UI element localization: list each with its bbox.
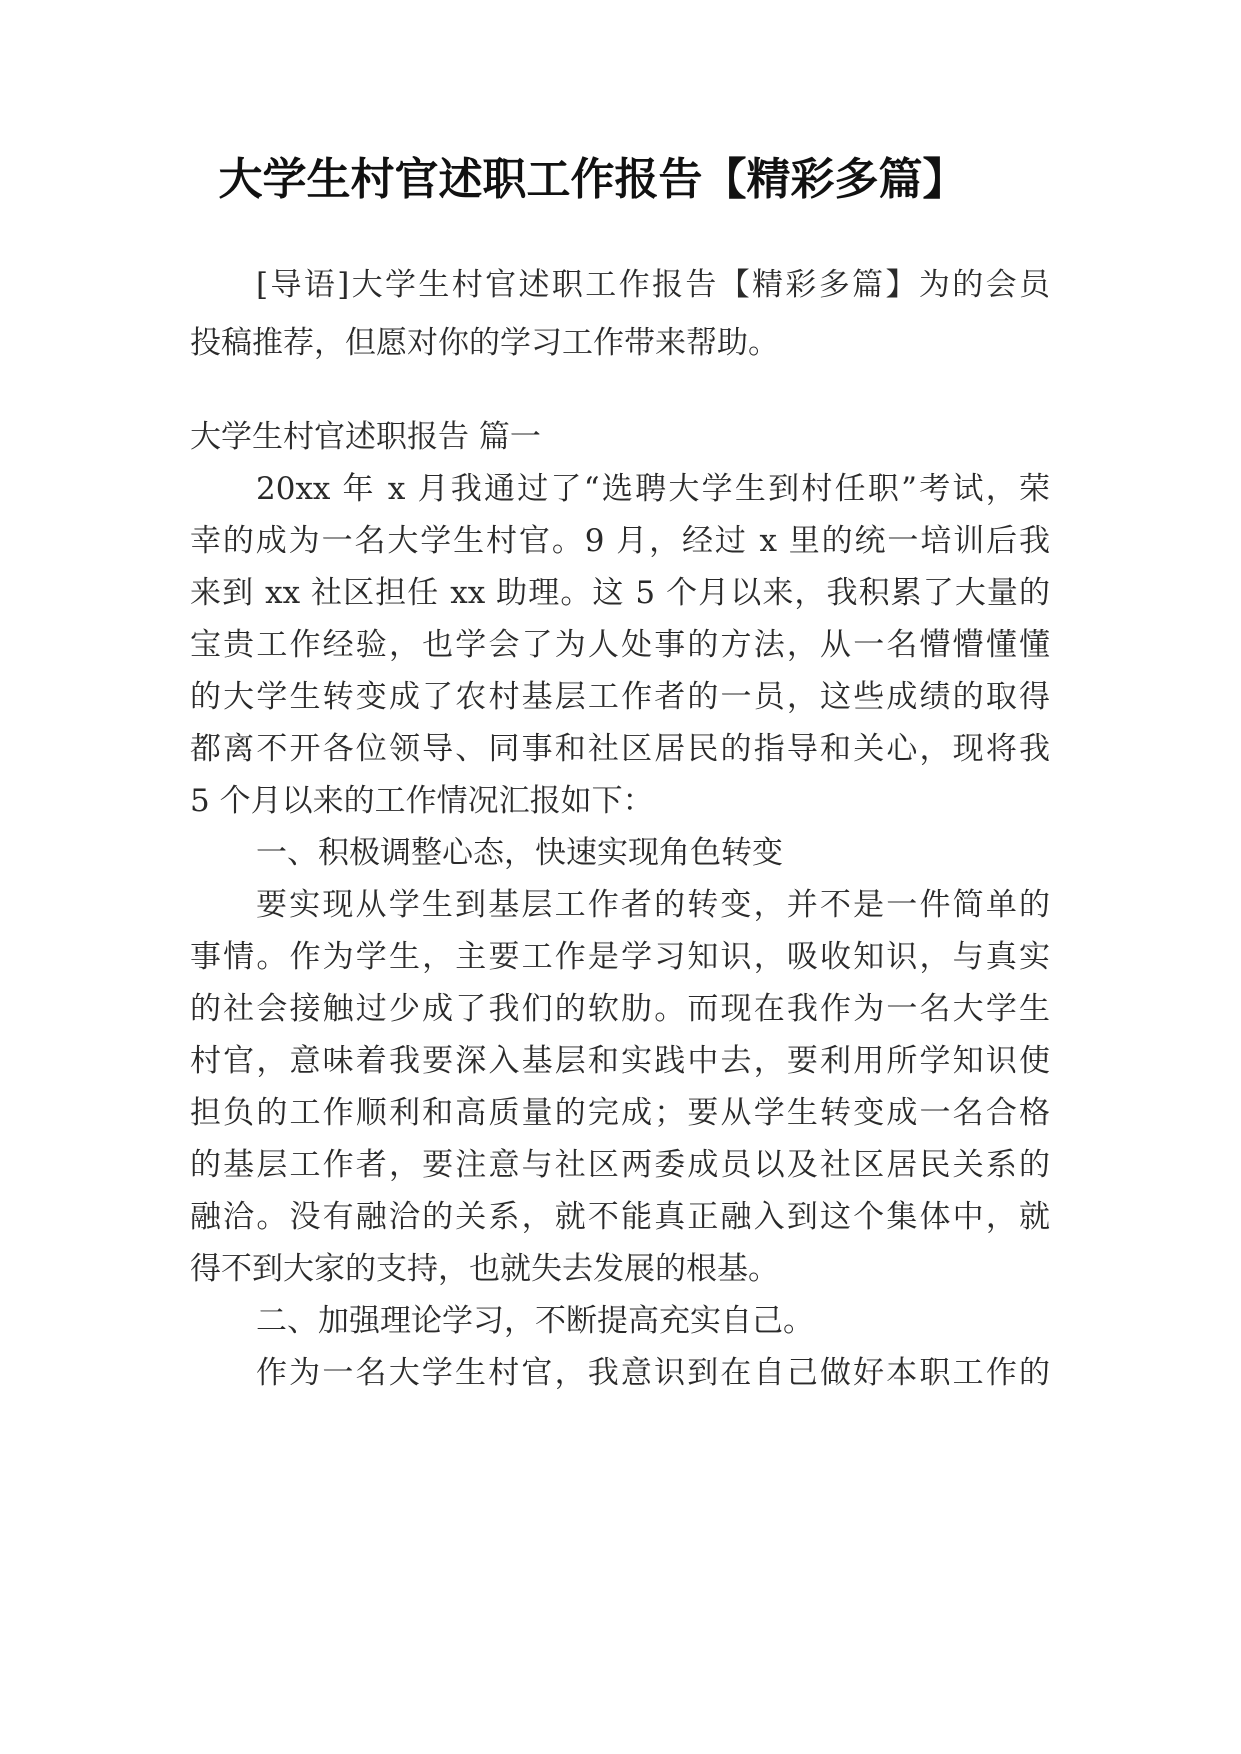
body-paragraph: [190, 879, 1050, 1295]
paragraph-line: 事情。作为学生，主要工作是学习知识，吸收知识，与真实: [190, 939, 1050, 975]
paragraph-line: 5 个月以来的工作情况汇报如下：: [190, 783, 654, 819]
paragraph-line: 宝贵工作经验，也学会了为人处事的方法，从一名懵懵懂懂: [190, 627, 1050, 663]
subheading-paragraph: [190, 1295, 1050, 1347]
paragraph-line: 20xx 年 x 月我通过了“选聘大学生到村任职”考试，荣: [256, 471, 1050, 507]
paragraph-line: 的大学生转变成了农村基层工作者的一员，这些成绩的取得: [190, 679, 1050, 715]
paragraph-line: 幸的成为一名大学生村官。9 月，经过 x 里的统一培训后我: [190, 523, 1050, 559]
subheading-line: 一、积极调整心态，快速实现角色转变: [256, 835, 783, 871]
intro-paragraph: [190, 256, 1050, 372]
subheading-paragraph: [190, 827, 1050, 879]
paragraph-line: 要实现从学生到基层工作者的转变，并不是一件简单的: [256, 887, 1050, 923]
intro-line: [导语]大学生村官述职工作报告【精彩多篇】为的会员: [256, 267, 1050, 303]
intro-line: 投稿推荐，但愿对你的学习工作带来帮助。: [190, 325, 779, 361]
body-paragraph: [190, 1347, 1050, 1399]
paragraph-line: 的基层工作者，要注意与社区两委成员以及社区居民关系的: [190, 1147, 1050, 1183]
paragraph-line: 担负的工作顺利和高质量的完成；要从学生转变成一名合格: [190, 1095, 1050, 1131]
paragraph-line: 的社会接触过少成了我们的软肋。而现在我作为一名大学生: [190, 991, 1050, 1027]
subheading-line: 二、加强理论学习，不断提高充实自己。: [256, 1303, 814, 1339]
paragraph-line: 来到 xx 社区担任 xx 助理。这 5 个月以来，我积累了大量的: [190, 575, 1050, 611]
document-title: 大学生村官述职工作报告【精彩多篇】: [218, 154, 967, 205]
body-paragraph: [190, 463, 1050, 827]
paragraph-line: 都离不开各位领导、同事和社区居民的指导和关心，现将我: [190, 731, 1050, 767]
document-body: [190, 256, 1050, 1399]
section-heading: 大学生村官述职报告 篇一: [190, 419, 541, 455]
paragraph-line: 融洽。没有融洽的关系，就不能真正融入到这个集体中，就: [190, 1199, 1050, 1235]
paragraph-line: 村官，意味着我要深入基层和实践中去，要利用所学知识使: [190, 1043, 1050, 1079]
paragraph-line: 得不到大家的支持，也就失去发展的根基。: [190, 1251, 779, 1287]
paragraph-line: 作为一名大学生村官，我意识到在自己做好本职工作的: [256, 1355, 1050, 1391]
